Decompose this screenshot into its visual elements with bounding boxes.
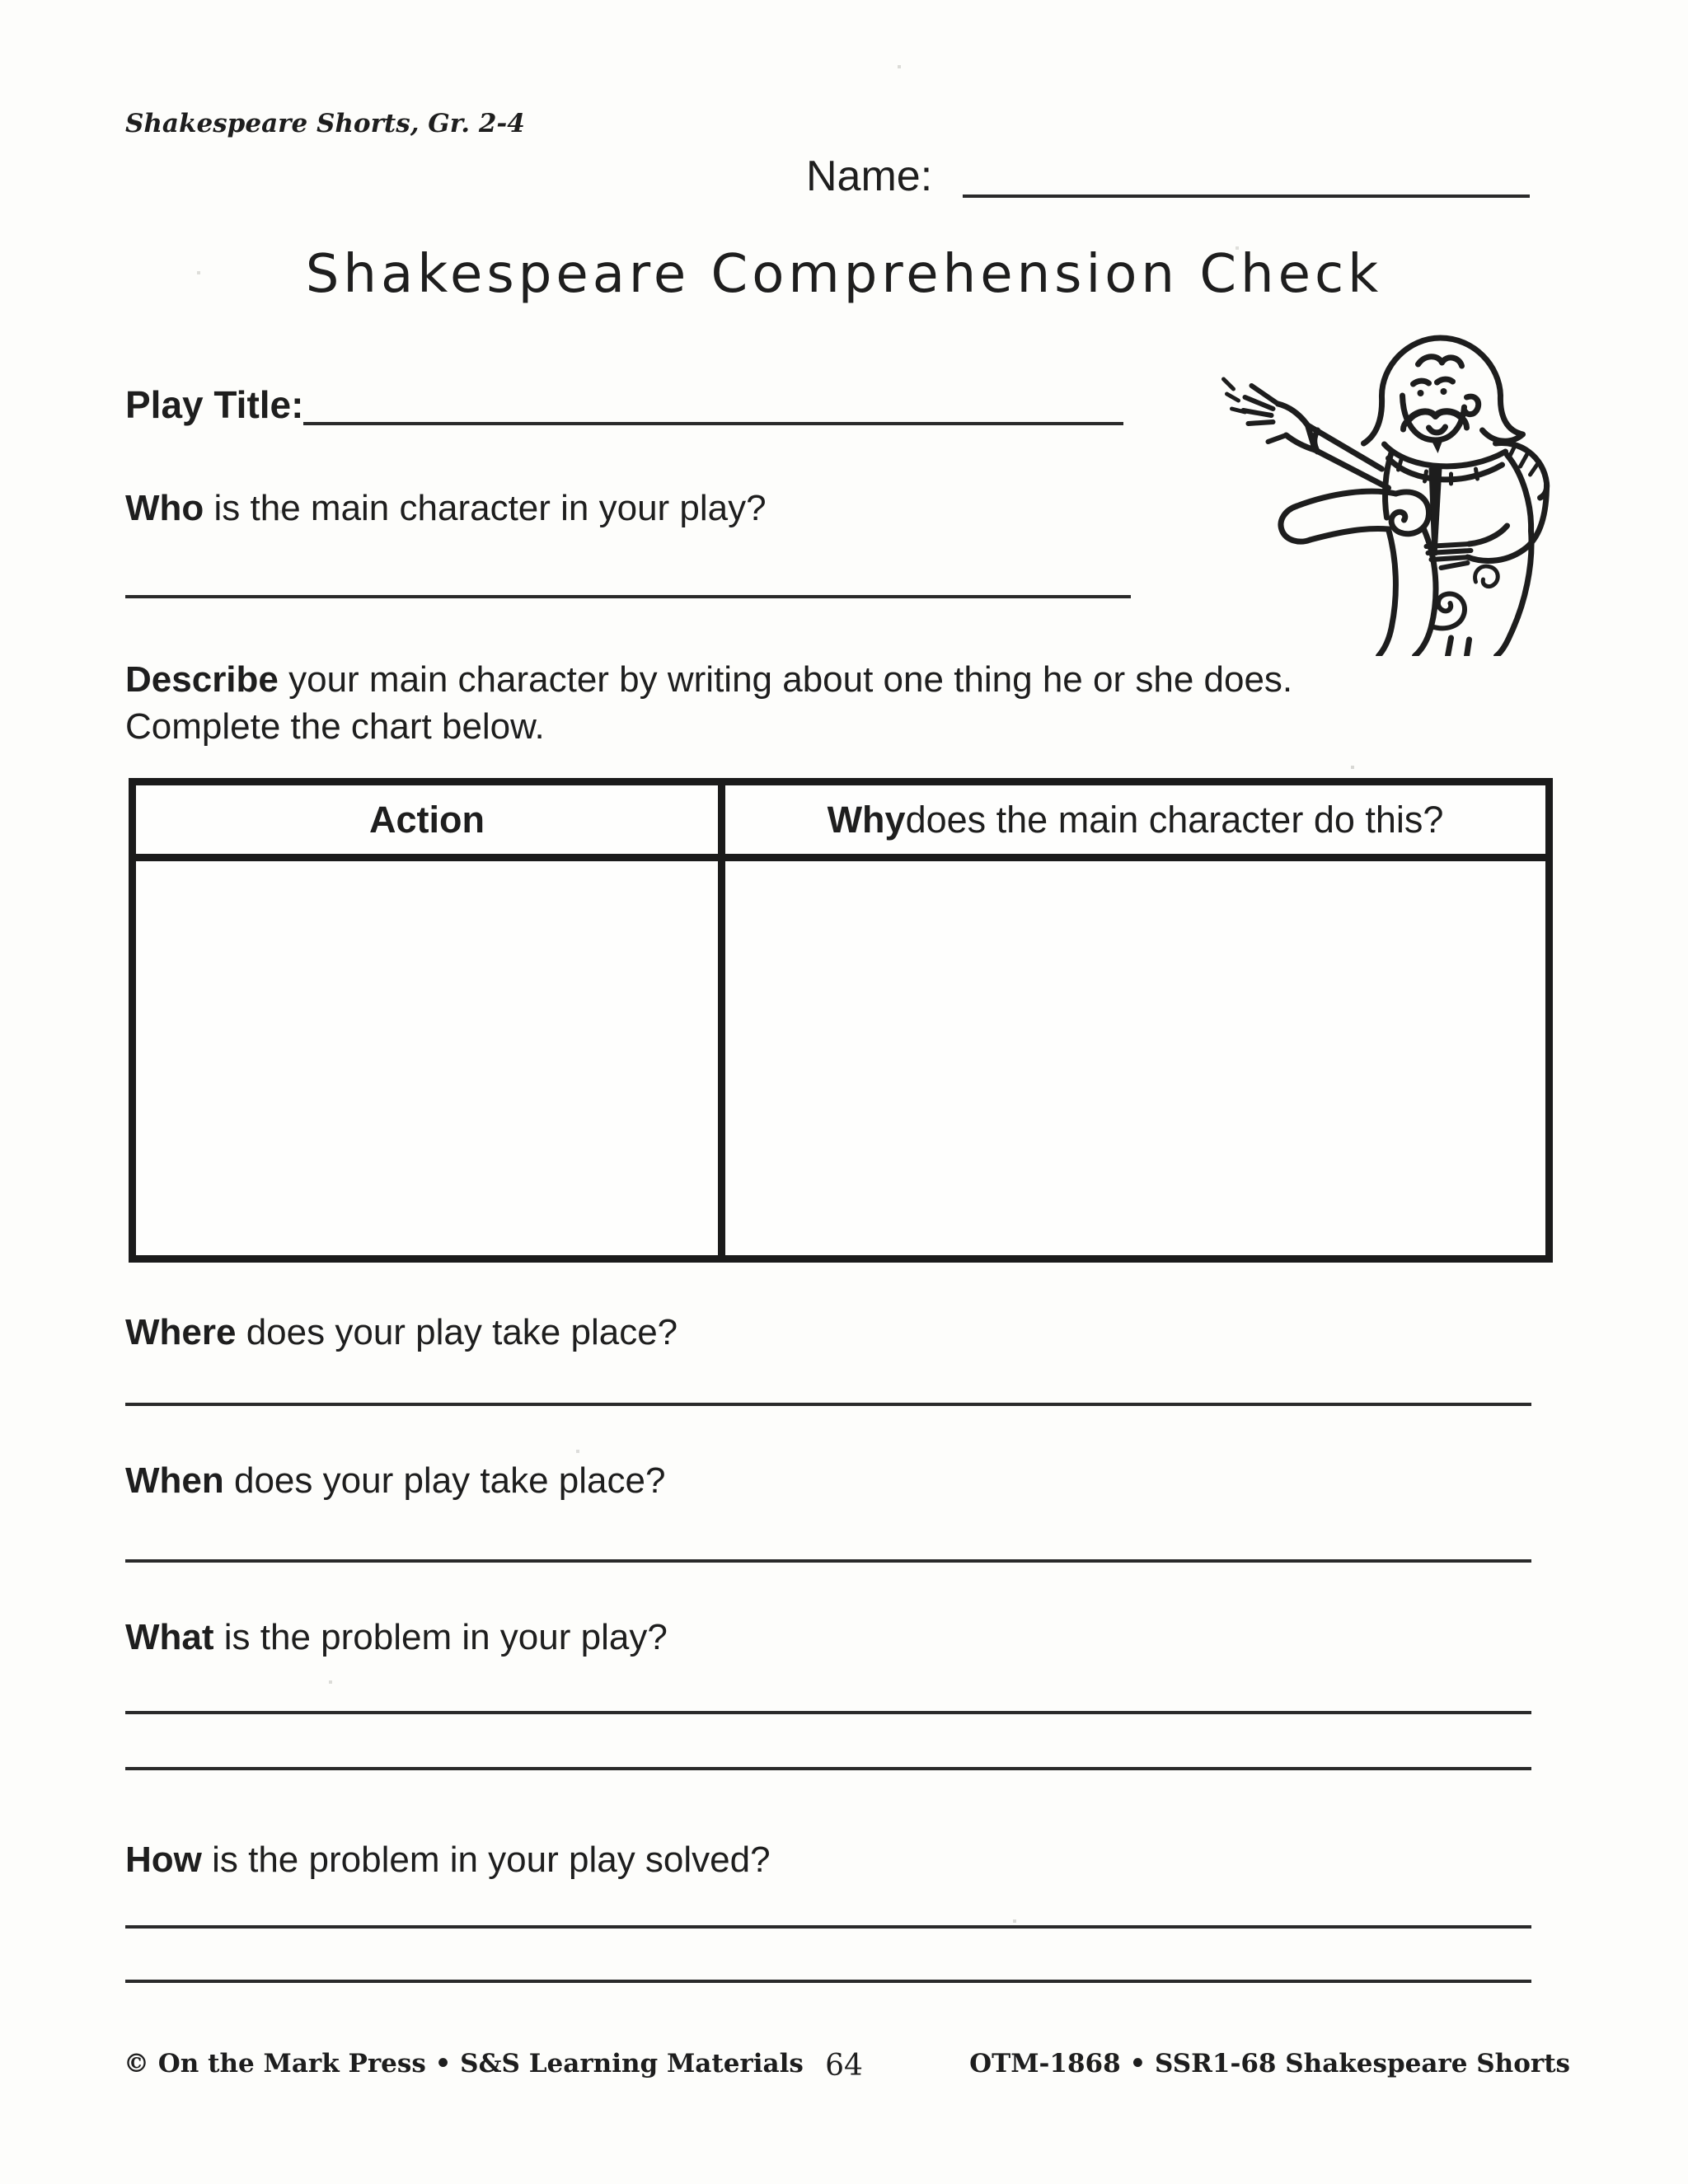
question-when-keyword: When — [125, 1460, 224, 1501]
name-writing-line — [963, 194, 1530, 198]
instruction-describe — [125, 656, 1292, 750]
question-when — [125, 1460, 665, 1502]
question-who-text: is the main character in your play? — [204, 488, 767, 528]
how-writing-line-1 — [125, 1925, 1531, 1929]
table-cell-action — [136, 861, 725, 1255]
question-where-keyword: Where — [125, 1312, 237, 1352]
question-how-keyword: How — [125, 1840, 202, 1880]
play-title-writing-line — [303, 422, 1123, 425]
series-label: Shakespeare Shorts, Gr. 2-4 — [125, 109, 525, 138]
shakespeare-waving-arm — [1224, 379, 1389, 488]
instruction-describe-keyword: Describe — [125, 659, 279, 700]
question-where — [125, 1312, 678, 1353]
page-title: Shakespeare Comprehension Check — [305, 244, 1383, 305]
shakespeare-head — [1364, 338, 1523, 453]
instruction-describe-line2: Complete the chart below. — [125, 706, 545, 747]
question-what — [125, 1617, 668, 1658]
page-number: 64 — [825, 2049, 863, 2083]
question-where-text: does your play take place? — [236, 1312, 678, 1352]
question-what-text: is the problem in your play? — [213, 1617, 668, 1657]
scan-speckles — [0, 0, 2, 2]
question-who-keyword: Who — [125, 488, 204, 528]
question-how — [125, 1840, 771, 1881]
table-header-action — [136, 785, 725, 861]
how-writing-line-2 — [125, 1980, 1531, 1983]
what-writing-line-2 — [125, 1767, 1531, 1770]
shakespeare-with-scroll-illustration — [1177, 310, 1593, 656]
footer — [0, 2049, 1688, 2090]
question-who — [125, 488, 767, 529]
when-writing-line — [125, 1559, 1531, 1563]
footer-copyright: © On the Mark Press • S&S Learning Materials — [124, 2049, 804, 2079]
table-header-why — [725, 785, 1545, 861]
footer-product-code: OTM-1868 • SSR1-68 Shakespeare Shorts — [969, 2049, 1570, 2079]
play-title-label: Play Title: — [125, 383, 304, 426]
instruction-describe-text: your main character by writing about one thing he or she does. — [278, 659, 1293, 700]
table-header-action-keyword: Action — [369, 798, 485, 841]
question-how-text: is the problem in your play solved? — [201, 1840, 771, 1880]
action-why-table — [129, 778, 1553, 1263]
who-writing-line — [125, 595, 1131, 598]
question-what-keyword: What — [125, 1617, 214, 1657]
table-cell-why — [725, 861, 1545, 1255]
what-writing-line-1 — [125, 1711, 1531, 1714]
table-header-why-keyword: Why — [827, 798, 906, 841]
instruction-describe-line1 — [125, 656, 1292, 703]
table-header-why-text: does the main character do this? — [905, 798, 1444, 841]
question-when-text: does your play take place? — [223, 1460, 666, 1501]
where-writing-line — [125, 1403, 1531, 1406]
name-label: Name: — [806, 152, 933, 200]
